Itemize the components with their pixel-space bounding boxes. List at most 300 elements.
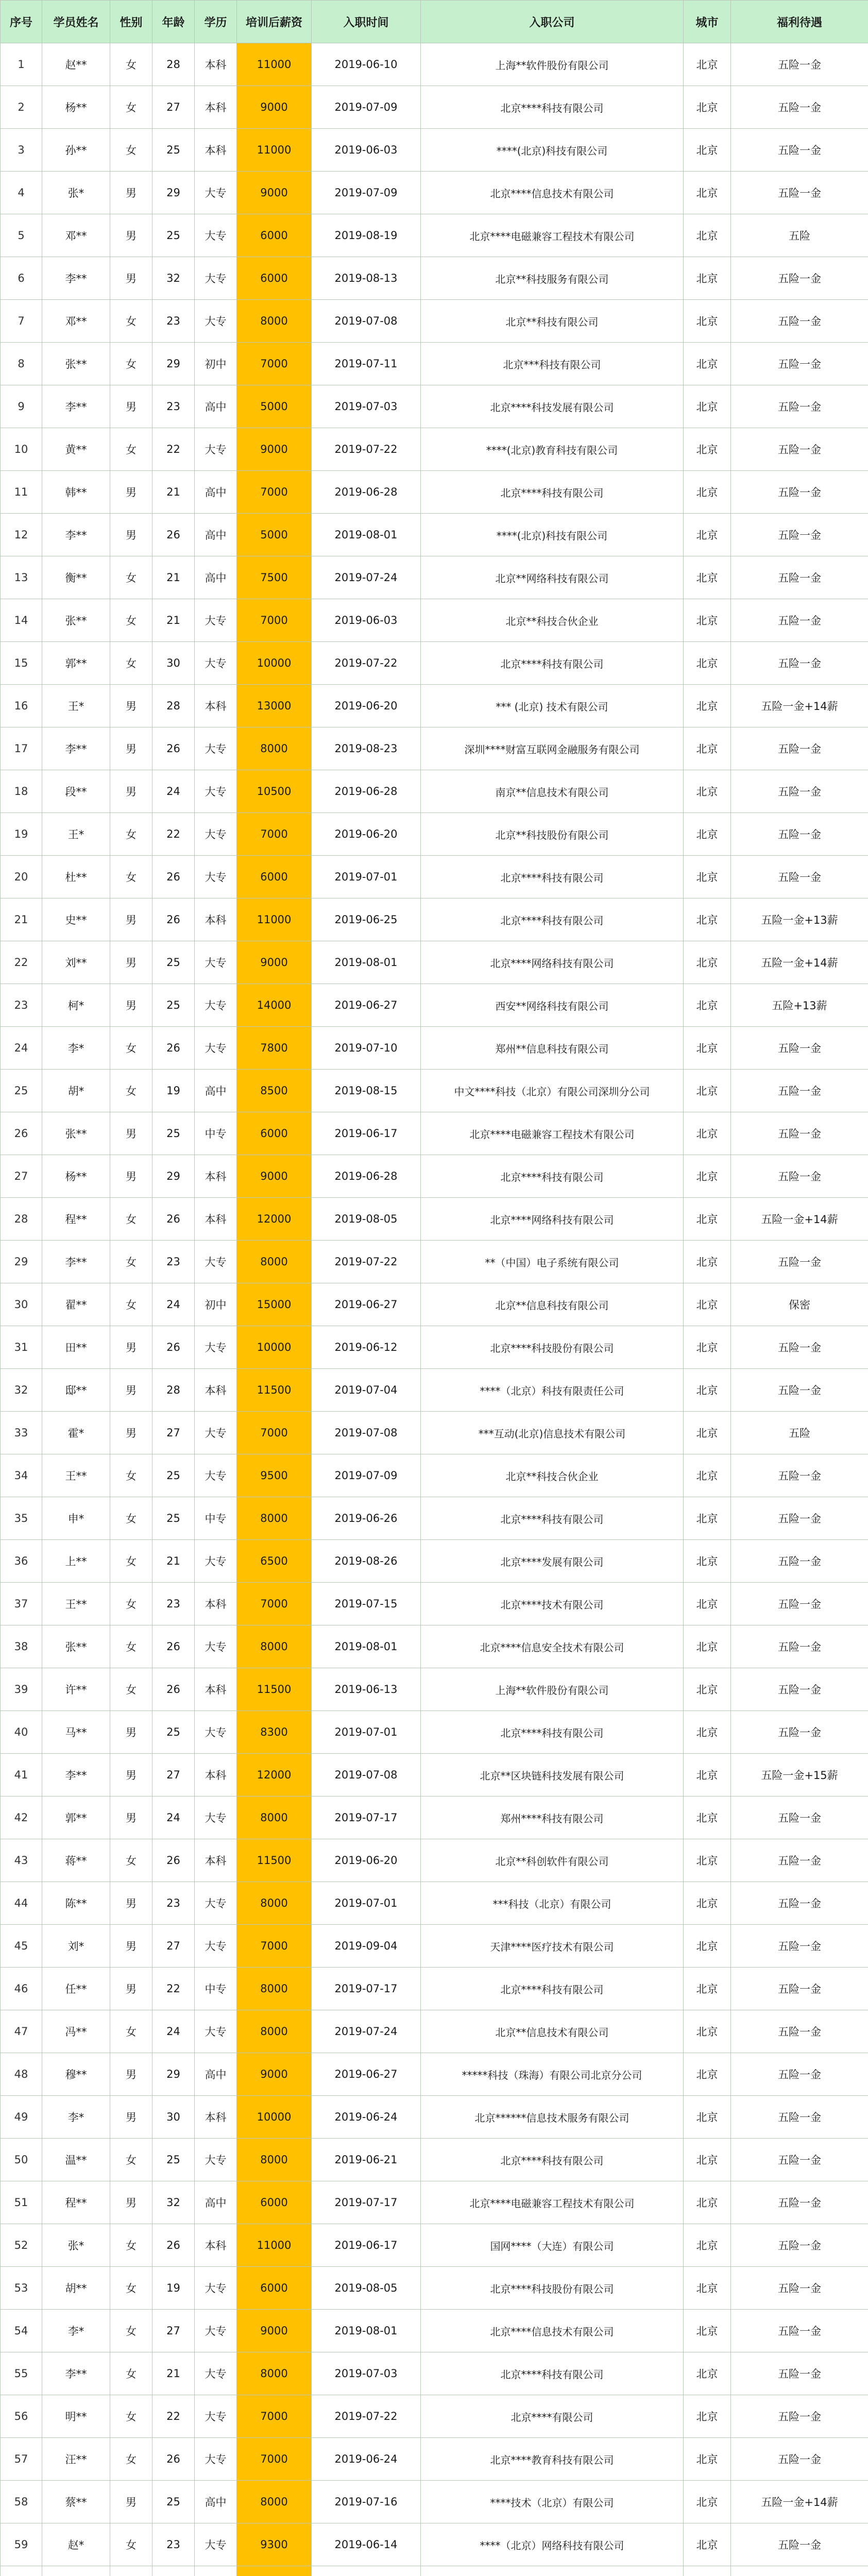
cell-company: 北京****信息技术有限公司 [421, 172, 684, 214]
cell-salary: 11500 [237, 1839, 312, 1882]
cell-benefits: 五险一金 [731, 1797, 868, 1839]
cell-index: 15 [1, 642, 42, 685]
cell-salary: 6000 [237, 257, 312, 300]
table-row [1, 343, 868, 385]
cell-name: 史** [42, 899, 110, 941]
table-row [1, 1583, 868, 1625]
cell-education: 大专 [195, 1797, 237, 1839]
cell-gender: 女 [110, 1454, 152, 1497]
table-row [1, 1839, 868, 1882]
cell-company: 北京**信息技术有限公司 [421, 2010, 684, 2053]
cell-age: 25 [152, 941, 195, 984]
cell-city: 北京 [684, 214, 731, 257]
cell-age: 27 [152, 1412, 195, 1454]
cell-name: 翟** [42, 1283, 110, 1326]
cell-gender: 女 [110, 2310, 152, 2352]
cell-salary: 5000 [237, 385, 312, 428]
cell-age: 22 [152, 813, 195, 856]
cell-gender: 男 [110, 2481, 152, 2523]
cell-salary: 11500 [237, 1369, 312, 1412]
cell-name: 张** [42, 343, 110, 385]
cell-city: 北京 [684, 2310, 731, 2352]
cell-benefits: 五险一金 [731, 86, 868, 129]
cell-hire-date: 2019-08-05 [312, 1198, 421, 1241]
cell-city: 北京 [684, 1454, 731, 1497]
cell-benefits: 五险 [731, 214, 868, 257]
cell-gender: 女 [110, 86, 152, 129]
cell-gender: 女 [110, 642, 152, 685]
cell-company: 北京**科技合伙企业 [421, 1454, 684, 1497]
cell-benefits: 五险一金 [731, 2010, 868, 2053]
cell-gender [110, 2566, 152, 2576]
cell-name: 蒋** [42, 1839, 110, 1882]
cell-education: 大专 [195, 2523, 237, 2566]
cell-index: 27 [1, 1155, 42, 1198]
cell-company: 郑州**信息科技有限公司 [421, 1027, 684, 1070]
cell-hire-date: 2019-07-01 [312, 856, 421, 899]
table-row [1, 1540, 868, 1583]
cell-city: 北京 [684, 685, 731, 727]
cell-education: 中专 [195, 1497, 237, 1540]
cell-salary: 8000 [237, 1968, 312, 2010]
table-row [1, 941, 868, 984]
table-row [1, 1412, 868, 1454]
cell-gender: 女 [110, 1198, 152, 1241]
cell-salary: 7000 [237, 2438, 312, 2481]
cell-age: 27 [152, 1754, 195, 1797]
table-row [1, 2053, 868, 2096]
table-row [1, 685, 868, 727]
cell-age: 25 [152, 214, 195, 257]
cell-benefits: 五险一金+14薪 [731, 941, 868, 984]
cell-hire-date: 2019-07-09 [312, 172, 421, 214]
cell-age: 23 [152, 1583, 195, 1625]
table-body [1, 43, 868, 2576]
cell-index: 25 [1, 1070, 42, 1112]
header-name: 学员姓名 [42, 1, 110, 43]
cell-education: 本科 [195, 86, 237, 129]
cell-name: 黄** [42, 428, 110, 471]
cell-gender: 男 [110, 1797, 152, 1839]
cell-city: 北京 [684, 941, 731, 984]
cell-hire-date: 2019-08-23 [312, 727, 421, 770]
cell-index: 40 [1, 1711, 42, 1754]
cell-education: 本科 [195, 1155, 237, 1198]
cell-salary: 8000 [237, 727, 312, 770]
cell-name: 李** [42, 727, 110, 770]
cell-benefits: 五险一金 [731, 642, 868, 685]
cell-benefits: 五险一金 [731, 727, 868, 770]
cell-name: 张** [42, 1112, 110, 1155]
header-age: 年龄 [152, 1, 195, 43]
cell-salary: 6000 [237, 214, 312, 257]
table-row [1, 2566, 868, 2576]
cell-index: 57 [1, 2438, 42, 2481]
cell-age: 25 [152, 984, 195, 1027]
cell-age: 21 [152, 599, 195, 642]
cell-benefits: 五险一金 [731, 1454, 868, 1497]
cell-education: 本科 [195, 43, 237, 86]
cell-benefits: 五险一金 [731, 257, 868, 300]
cell-name: 李* [42, 1027, 110, 1070]
cell-gender: 女 [110, 2010, 152, 2053]
table-row [1, 2523, 868, 2566]
cell-hire-date: 2019-07-10 [312, 1027, 421, 1070]
cell-benefits: 五险一金+14薪 [731, 685, 868, 727]
cell-age: 32 [152, 2181, 195, 2224]
cell-benefits: 五险一金 [731, 2395, 868, 2438]
cell-age: 26 [152, 2438, 195, 2481]
cell-age: 23 [152, 385, 195, 428]
cell-age: 30 [152, 2096, 195, 2139]
cell-name: 刘** [42, 941, 110, 984]
cell-benefits: 五险一金 [731, 129, 868, 172]
cell-benefits: 五险一金 [731, 2181, 868, 2224]
cell-city [684, 2566, 731, 2576]
cell-hire-date: 2019-06-17 [312, 1112, 421, 1155]
cell-benefits: 五险一金 [731, 1027, 868, 1070]
cell-index: 26 [1, 1112, 42, 1155]
table-row [1, 1326, 868, 1369]
cell-education: 大专 [195, 2352, 237, 2395]
cell-age: 22 [152, 428, 195, 471]
cell-hire-date: 2019-07-08 [312, 1412, 421, 1454]
cell-company: *** (北京) 技术有限公司 [421, 685, 684, 727]
cell-education: 大专 [195, 214, 237, 257]
table-row [1, 1925, 868, 1968]
cell-salary: 6500 [237, 1540, 312, 1583]
table-row [1, 1625, 868, 1668]
cell-benefits: 五险一金 [731, 428, 868, 471]
table-row [1, 514, 868, 556]
cell-gender: 男 [110, 899, 152, 941]
cell-city: 北京 [684, 856, 731, 899]
cell-index: 38 [1, 1625, 42, 1668]
table-row [1, 2224, 868, 2267]
table-row [1, 1369, 868, 1412]
cell-salary: 11000 [237, 43, 312, 86]
cell-company: 北京****教育科技有限公司 [421, 2438, 684, 2481]
cell-age: 23 [152, 1241, 195, 1283]
cell-age: 25 [152, 1112, 195, 1155]
cell-name: 程** [42, 2181, 110, 2224]
cell-age: 19 [152, 1070, 195, 1112]
cell-benefits: 五险一金 [731, 2310, 868, 2352]
cell-city: 北京 [684, 1583, 731, 1625]
cell-company: 北京****科技股份有限公司 [421, 2267, 684, 2310]
table-row [1, 599, 868, 642]
cell-gender: 女 [110, 1839, 152, 1882]
cell-education: 大专 [195, 1412, 237, 1454]
cell-salary: 8000 [237, 1497, 312, 1540]
cell-company: 北京****科技有限公司 [421, 1155, 684, 1198]
cell-benefits: 五险一金 [731, 2224, 868, 2267]
table-row [1, 1497, 868, 1540]
cell-city: 北京 [684, 1198, 731, 1241]
cell-benefits: 五险一金 [731, 1839, 868, 1882]
cell-hire-date: 2019-08-01 [312, 2310, 421, 2352]
cell-education: 大专 [195, 1625, 237, 1668]
table-row [1, 1112, 868, 1155]
cell-name: 张* [42, 172, 110, 214]
cell-benefits: 保密 [731, 1283, 868, 1326]
cell-benefits: 五险一金 [731, 2352, 868, 2395]
table-row [1, 214, 868, 257]
cell-education: 本科 [195, 1668, 237, 1711]
cell-salary: 5000 [237, 514, 312, 556]
cell-gender: 女 [110, 1070, 152, 1112]
cell-benefits: 五险一金 [731, 343, 868, 385]
table-row [1, 856, 868, 899]
cell-city: 北京 [684, 2481, 731, 2523]
cell-salary: 9000 [237, 941, 312, 984]
cell-salary [237, 2566, 312, 2576]
cell-city: 北京 [684, 1925, 731, 1968]
cell-gender: 男 [110, 1925, 152, 1968]
cell-company: 北京****科技有限公司 [421, 2352, 684, 2395]
cell-age: 29 [152, 343, 195, 385]
cell-hire-date: 2019-07-08 [312, 1754, 421, 1797]
cell-education: 大专 [195, 257, 237, 300]
cell-company: 中文****科技（北京）有限公司深圳分公司 [421, 1070, 684, 1112]
cell-benefits [731, 2566, 868, 2576]
cell-education: 大专 [195, 599, 237, 642]
cell-city: 北京 [684, 1540, 731, 1583]
cell-name: 程** [42, 1198, 110, 1241]
cell-benefits: 五险一金 [731, 1583, 868, 1625]
cell-benefits: 五险一金 [731, 471, 868, 514]
cell-salary: 6000 [237, 1112, 312, 1155]
cell-city: 北京 [684, 556, 731, 599]
cell-age: 25 [152, 2139, 195, 2181]
cell-company: 北京****科技有限公司 [421, 1497, 684, 1540]
cell-age: 23 [152, 1882, 195, 1925]
cell-gender: 女 [110, 428, 152, 471]
cell-salary: 13000 [237, 685, 312, 727]
cell-city: 北京 [684, 727, 731, 770]
cell-hire-date: 2019-07-24 [312, 2010, 421, 2053]
cell-benefits: 五险一金 [731, 1155, 868, 1198]
cell-hire-date: 2019-07-16 [312, 2481, 421, 2523]
cell-age: 29 [152, 1155, 195, 1198]
cell-city: 北京 [684, 642, 731, 685]
cell-gender: 女 [110, 1027, 152, 1070]
cell-index: 58 [1, 2481, 42, 2523]
cell-gender: 女 [110, 556, 152, 599]
cell-index: 9 [1, 385, 42, 428]
cell-age: 24 [152, 770, 195, 813]
table-row [1, 1155, 868, 1198]
table-row [1, 129, 868, 172]
cell-benefits: 五险一金 [731, 1711, 868, 1754]
cell-benefits: 五险一金 [731, 2523, 868, 2566]
cell-age: 21 [152, 556, 195, 599]
table-row [1, 2352, 868, 2395]
cell-benefits: 五险+13薪 [731, 984, 868, 1027]
cell-company: **（中国）电子系统有限公司 [421, 1241, 684, 1283]
table-row [1, 813, 868, 856]
cell-hire-date: 2019-07-04 [312, 1369, 421, 1412]
cell-education: 大专 [195, 1882, 237, 1925]
cell-hire-date: 2019-06-03 [312, 599, 421, 642]
cell-education: 大专 [195, 1326, 237, 1369]
cell-benefits: 五险一金 [731, 556, 868, 599]
cell-city: 北京 [684, 514, 731, 556]
cell-salary: 8000 [237, 300, 312, 343]
cell-education: 大专 [195, 1711, 237, 1754]
cell-name: 张** [42, 1625, 110, 1668]
cell-age: 21 [152, 471, 195, 514]
cell-city: 北京 [684, 1112, 731, 1155]
cell-education: 大专 [195, 727, 237, 770]
cell-company: ****(北京)科技有限公司 [421, 129, 684, 172]
cell-hire-date: 2019-06-17 [312, 2224, 421, 2267]
cell-education: 本科 [195, 2224, 237, 2267]
cell-name: 段** [42, 770, 110, 813]
cell-name: 王** [42, 1454, 110, 1497]
cell-index: 17 [1, 727, 42, 770]
cell-benefits: 五险一金 [731, 300, 868, 343]
cell-city: 北京 [684, 43, 731, 86]
cell-company: 天津****医疗技术有限公司 [421, 1925, 684, 1968]
cell-hire-date: 2019-06-24 [312, 2096, 421, 2139]
cell-city: 北京 [684, 1711, 731, 1754]
header-city: 城市 [684, 1, 731, 43]
cell-city: 北京 [684, 899, 731, 941]
cell-education: 大专 [195, 813, 237, 856]
cell-index: 41 [1, 1754, 42, 1797]
cell-company: 北京****科技有限公司 [421, 86, 684, 129]
cell-gender: 女 [110, 1583, 152, 1625]
cell-city: 北京 [684, 2523, 731, 2566]
cell-hire-date: 2019-06-20 [312, 685, 421, 727]
cell-hire-date: 2019-06-14 [312, 2523, 421, 2566]
cell-education: 大专 [195, 642, 237, 685]
cell-city: 北京 [684, 2010, 731, 2053]
cell-city: 北京 [684, 1625, 731, 1668]
cell-hire-date: 2019-06-20 [312, 813, 421, 856]
cell-index: 43 [1, 1839, 42, 1882]
cell-index: 6 [1, 257, 42, 300]
cell-benefits: 五险一金 [731, 1882, 868, 1925]
cell-city: 北京 [684, 1027, 731, 1070]
cell-company: ****技术（北京）有限公司 [421, 2481, 684, 2523]
cell-gender: 女 [110, 2267, 152, 2310]
cell-age: 21 [152, 1540, 195, 1583]
cell-name: 孙** [42, 129, 110, 172]
cell-name: 柯* [42, 984, 110, 1027]
cell-company: 北京****科技有限公司 [421, 471, 684, 514]
cell-city: 北京 [684, 1369, 731, 1412]
cell-gender: 女 [110, 1540, 152, 1583]
cell-age: 32 [152, 257, 195, 300]
table-row [1, 1454, 868, 1497]
table-row [1, 727, 868, 770]
cell-salary: 7000 [237, 343, 312, 385]
cell-index: 48 [1, 2053, 42, 2096]
cell-age: 22 [152, 2395, 195, 2438]
cell-benefits: 五险一金 [731, 1540, 868, 1583]
cell-index: 2 [1, 86, 42, 129]
cell-name: 李** [42, 257, 110, 300]
table-row [1, 2438, 868, 2481]
cell-city: 北京 [684, 1797, 731, 1839]
cell-gender: 女 [110, 856, 152, 899]
cell-hire-date: 2019-08-13 [312, 257, 421, 300]
cell-hire-date [312, 2566, 421, 2576]
cell-hire-date: 2019-07-17 [312, 1968, 421, 2010]
cell-city: 北京 [684, 1283, 731, 1326]
cell-salary: 9000 [237, 2053, 312, 2096]
cell-company: 郑州****科技有限公司 [421, 1797, 684, 1839]
cell-gender: 女 [110, 1668, 152, 1711]
cell-benefits: 五险一金 [731, 1326, 868, 1369]
cell-name: 韩** [42, 471, 110, 514]
cell-index: 30 [1, 1283, 42, 1326]
cell-salary: 8000 [237, 2010, 312, 2053]
cell-index: 42 [1, 1797, 42, 1839]
cell-salary: 8000 [237, 2139, 312, 2181]
cell-education: 大专 [195, 2267, 237, 2310]
cell-company: 深圳****财富互联网金融服务有限公司 [421, 727, 684, 770]
cell-salary: 8500 [237, 1070, 312, 1112]
cell-name: 赵* [42, 2523, 110, 2566]
cell-age: 22 [152, 1968, 195, 2010]
cell-gender: 女 [110, 1625, 152, 1668]
cell-index: 45 [1, 1925, 42, 1968]
cell-hire-date: 2019-06-26 [312, 1497, 421, 1540]
cell-salary: 7000 [237, 1412, 312, 1454]
cell-company: ****(北京)科技有限公司 [421, 514, 684, 556]
cell-hire-date: 2019-07-03 [312, 385, 421, 428]
cell-name: 上** [42, 1540, 110, 1583]
cell-education: 中专 [195, 1112, 237, 1155]
cell-hire-date: 2019-07-22 [312, 428, 421, 471]
cell-company: 北京******信息技术服务有限公司 [421, 2096, 684, 2139]
cell-hire-date: 2019-07-09 [312, 1454, 421, 1497]
cell-education: 中专 [195, 1968, 237, 2010]
cell-benefits: 五险一金 [731, 1070, 868, 1112]
cell-index: 12 [1, 514, 42, 556]
cell-gender: 男 [110, 1326, 152, 1369]
cell-index: 11 [1, 471, 42, 514]
cell-hire-date: 2019-06-24 [312, 2438, 421, 2481]
cell-salary: 7000 [237, 1583, 312, 1625]
cell-hire-date: 2019-06-03 [312, 129, 421, 172]
cell-company: 北京****电磁兼容工程技术有限公司 [421, 214, 684, 257]
cell-gender: 男 [110, 2096, 152, 2139]
cell-age: 26 [152, 514, 195, 556]
cell-city: 北京 [684, 1497, 731, 1540]
cell-city: 北京 [684, 1968, 731, 2010]
cell-index: 16 [1, 685, 42, 727]
cell-gender: 女 [110, 599, 152, 642]
cell-city: 北京 [684, 1412, 731, 1454]
cell-benefits: 五险一金 [731, 385, 868, 428]
cell-gender: 男 [110, 941, 152, 984]
cell-age: 26 [152, 856, 195, 899]
cell-age: 28 [152, 685, 195, 727]
cell-salary: 8000 [237, 2352, 312, 2395]
cell-benefits: 五险一金 [731, 43, 868, 86]
cell-age: 27 [152, 1925, 195, 1968]
cell-gender: 男 [110, 1754, 152, 1797]
cell-company: 北京****网络科技有限公司 [421, 941, 684, 984]
cell-company: 北京***科技有限公司 [421, 343, 684, 385]
cell-name: 温** [42, 2139, 110, 2181]
cell-name: 许** [42, 1668, 110, 1711]
cell-education: 大专 [195, 2139, 237, 2181]
